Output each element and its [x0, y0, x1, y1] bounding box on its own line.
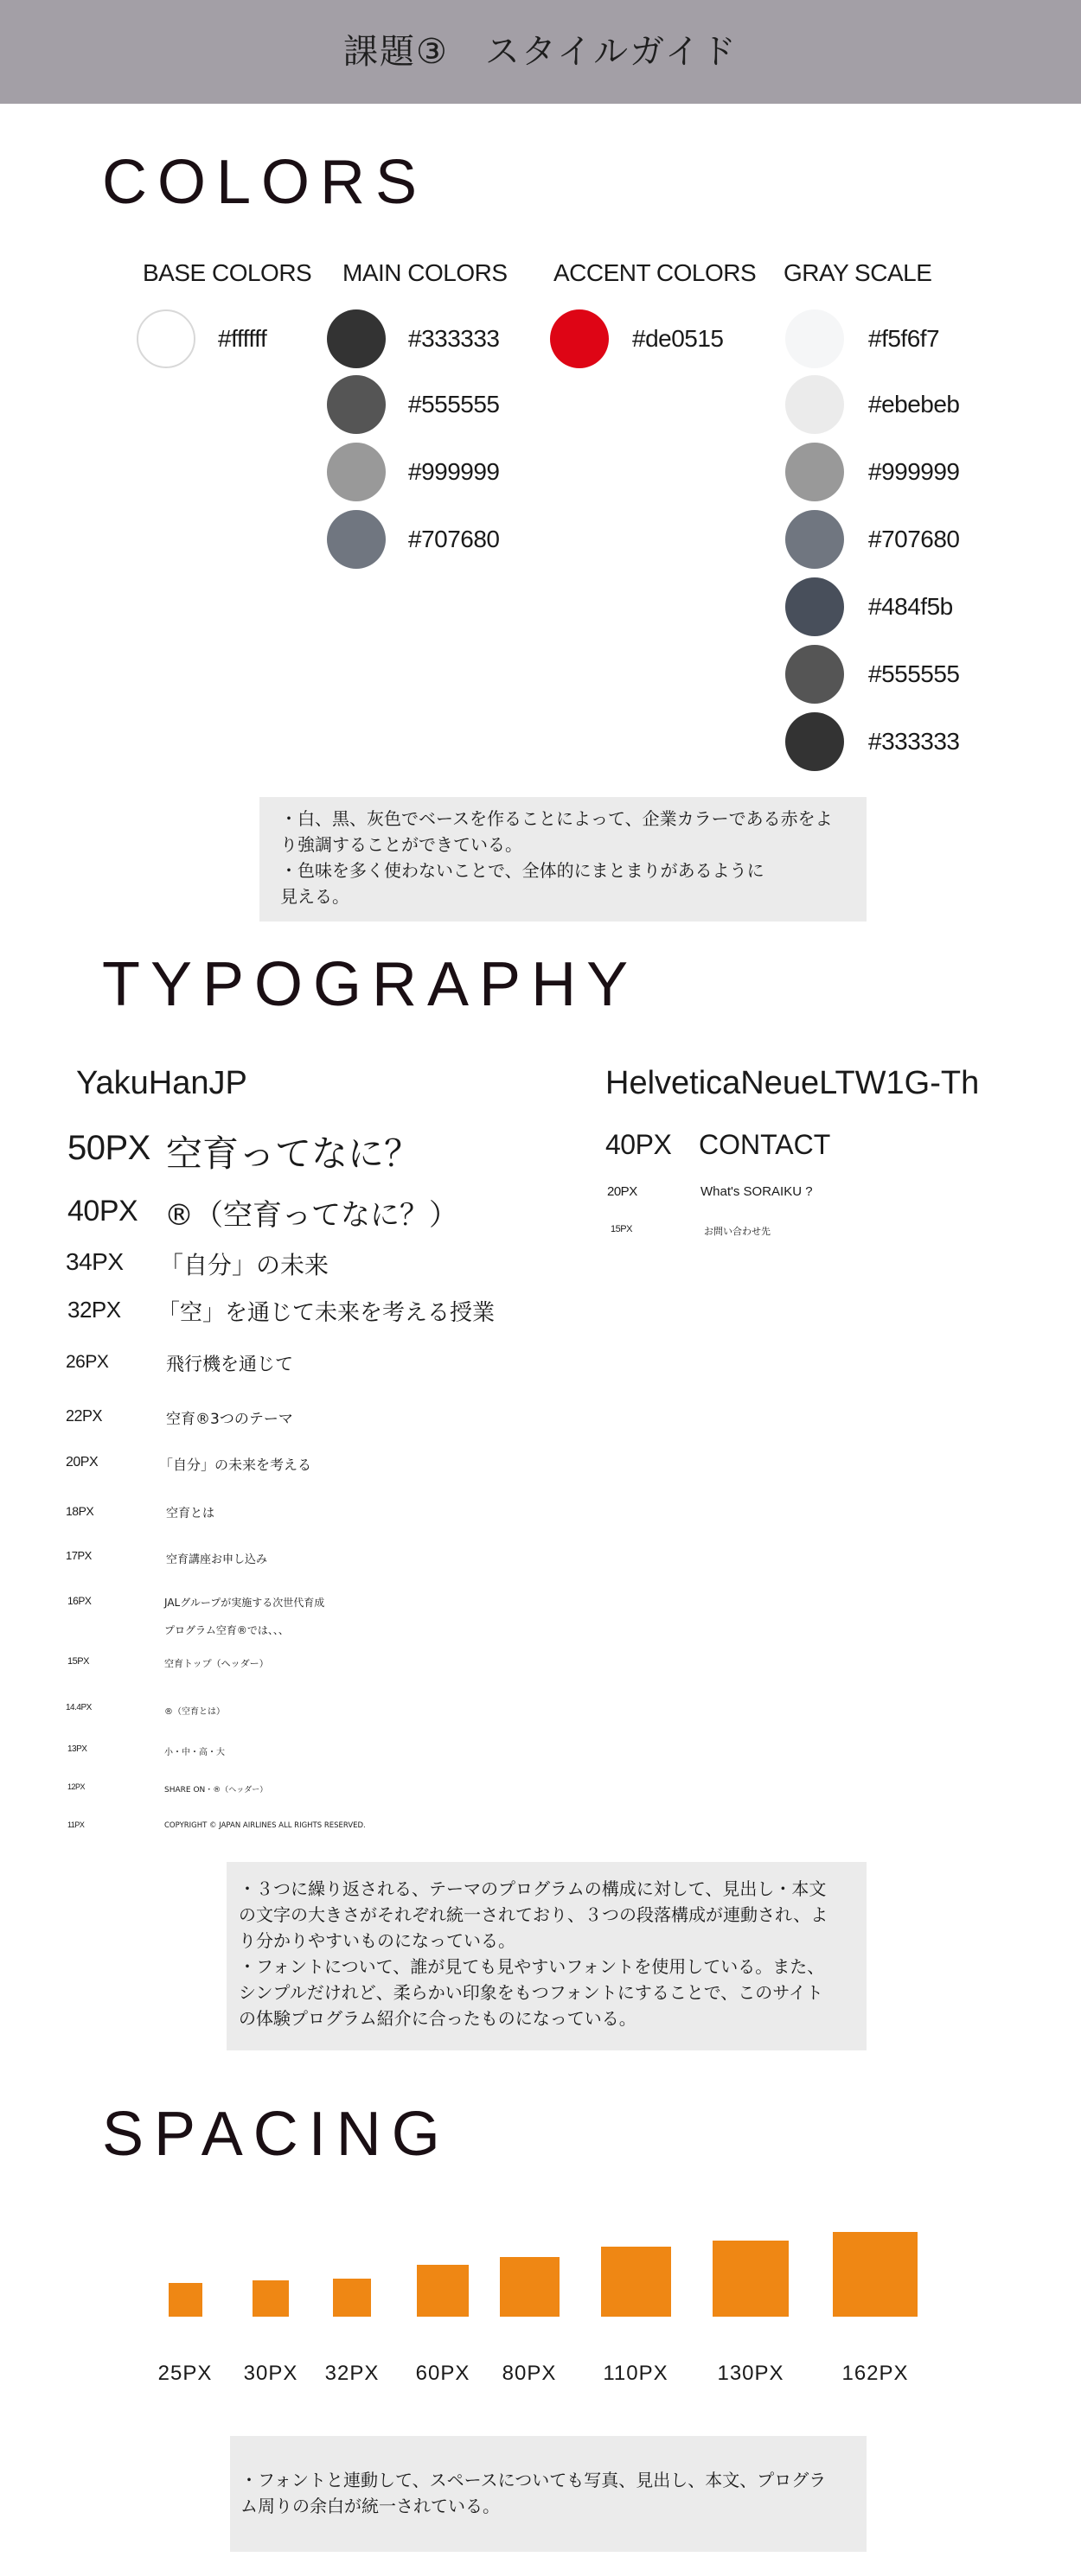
page-header	[0, 0, 1081, 104]
spacing-label: 30PX	[243, 2362, 298, 2385]
font-sample: 小・中・高・大	[164, 1748, 225, 1757]
font-sample: 空育講座お申し込み	[166, 1553, 268, 1566]
spacing-label: 25PX	[157, 2362, 213, 2385]
color-swatch	[785, 510, 844, 569]
font-sample-line2: プログラム空育®では、、、	[164, 1624, 289, 1636]
font-sample: 空育トップ（ヘッダー）	[164, 1658, 269, 1669]
font-sample: What's SORAIKU ?	[700, 1184, 813, 1199]
color-swatch	[785, 712, 844, 771]
typography-note	[227, 1862, 867, 2050]
base-colors-title: BASE COLORS	[143, 259, 312, 286]
accent-colors-title: ACCENT COLORS	[553, 259, 757, 286]
font-size-label: 12PX	[67, 1782, 86, 1791]
colors-note-text: ・白、黒、灰色でベースを作ることによって、企業カラーである赤をよ り強調することができている。 ・色味を多く使わないことで、全体的にまとまりがあるように 見える。	[280, 808, 833, 907]
font-sample: 空育とは	[166, 1507, 214, 1521]
color-hex-label: #333333	[408, 325, 500, 352]
typography-heading: TYPOGRAPHY	[102, 950, 639, 1019]
font-size-label: 16PX	[67, 1595, 92, 1607]
spacing-label: 60PX	[415, 2362, 470, 2385]
spacing-heading: SPACING	[102, 2100, 451, 2169]
font-size-label: 15PX	[611, 1224, 632, 1234]
color-swatch	[785, 645, 844, 704]
font-size-label: 11PX	[67, 1820, 85, 1829]
color-swatch	[785, 375, 844, 434]
font-size-label: 22PX	[66, 1407, 103, 1425]
spacing-note	[230, 2436, 867, 2552]
font-size-label: 17PX	[66, 1549, 92, 1562]
font-sample: ®（空育とは）	[164, 1707, 225, 1717]
font-size-label: 40PX	[67, 1195, 138, 1227]
page-title: 課題③ スタイルガイド	[343, 32, 738, 72]
color-swatch	[327, 510, 386, 569]
color-swatch	[785, 577, 844, 636]
font-size-label: 20PX	[607, 1184, 637, 1199]
color-hex-label: #555555	[868, 660, 960, 687]
color-hex-label: #ffffff	[218, 325, 267, 352]
font-size-label: 18PX	[66, 1504, 94, 1518]
font-sample: 空育ってなに？	[166, 1132, 421, 1175]
color-hex-label: #999999	[408, 458, 500, 485]
spacing-label: 110PX	[603, 2362, 668, 2385]
color-swatch	[785, 443, 844, 501]
color-swatch	[327, 375, 386, 434]
gray-scale-title: GRAY SCALE	[784, 259, 932, 286]
font-sample: 飛行機を通じて	[166, 1354, 293, 1374]
spacing-square	[500, 2257, 560, 2317]
colors-heading: COLORS	[102, 148, 428, 217]
spacing-square	[169, 2283, 202, 2317]
spacing-label: 130PX	[717, 2362, 784, 2385]
font-sample: お問い合わせ先	[704, 1226, 771, 1237]
font-sample: COPYRIGHT © JAPAN AIRLINES ALL RIGHTS RESERVED.	[164, 1821, 366, 1830]
font-size-label: 14.4PX	[66, 1703, 92, 1712]
spacing-square	[417, 2265, 469, 2317]
color-hex-label: #999999	[868, 458, 960, 485]
font-sample: SHARE ON・®（ヘッダー）	[164, 1786, 268, 1795]
font-sample: 空育®3つのテーマ	[166, 1411, 293, 1428]
font-size-label: 20PX	[66, 1455, 99, 1470]
color-swatch	[137, 309, 195, 368]
font-sample: 「自分」の未来を考える	[159, 1457, 312, 1473]
color-hex-label: #ebebeb	[868, 391, 960, 418]
color-swatch	[327, 309, 386, 368]
font-sample: ®（空育ってなに？）	[164, 1198, 458, 1233]
spacing-square	[601, 2247, 671, 2317]
colors-note	[259, 797, 867, 921]
spacing-square	[333, 2279, 371, 2317]
spacing-label: 162PX	[841, 2362, 909, 2385]
color-hex-label: #333333	[868, 728, 960, 755]
spacing-square	[253, 2280, 289, 2317]
main-colors-title: MAIN COLORS	[342, 259, 508, 286]
color-hex-label: #f5f6f7	[868, 325, 940, 352]
font-size-label: 13PX	[67, 1744, 87, 1754]
font-size-label: 26PX	[66, 1352, 109, 1372]
font-sample: 「自分」の未来	[159, 1251, 329, 1279]
spacing-label: 80PX	[502, 2362, 557, 2385]
spacing-note-text: ・フォントと連動して、スペースについても写真、見出し、本文、プログラ ム周りの余白が統一されている。	[240, 2470, 827, 2516]
spacing-square	[713, 2241, 789, 2317]
font-size-label: 32PX	[67, 1297, 121, 1323]
color-swatch	[327, 443, 386, 501]
color-swatch	[785, 309, 844, 368]
spacing-label: 32PX	[324, 2362, 380, 2385]
color-hex-label: #707680	[868, 526, 960, 552]
color-hex-label: #707680	[408, 526, 500, 552]
font-size-label: 40PX	[605, 1129, 672, 1160]
spacing-square	[833, 2232, 918, 2317]
font-size-label: 50PX	[67, 1129, 150, 1167]
font-name-helvetica: HelveticaNeueLTW1G-Th	[605, 1065, 980, 1101]
font-size-label: 34PX	[66, 1248, 124, 1275]
typography-note-text: ・３つに繰り返される、テーマのプログラムの構成に対して、見出し・本文 の文字の大きさがそれぞれ統一されており、３つの段落構成が連動され、よ り分かりやすいものになっている。 ・フォントについて、誰が見ても見やすいフォントを使用している。また、 シンプルだけれど、柔らかい印象をもつフォントにすることで、このサイト の体験プログラム紹介に合ったものになっている。	[239, 1878, 828, 2029]
font-sample: 「空」を通じて未来を考える授業	[157, 1300, 496, 1326]
color-hex-label: #484f5b	[868, 593, 953, 620]
color-swatch	[550, 309, 609, 368]
font-sample: CONTACT	[699, 1129, 831, 1160]
font-size-label: 15PX	[67, 1656, 89, 1667]
font-sample: JALグループが実施する次世代育成	[164, 1597, 325, 1609]
color-hex-label: #de0515	[632, 325, 724, 352]
font-name-yakuhanjp: YakuHanJP	[76, 1065, 247, 1101]
color-hex-label: #555555	[408, 391, 500, 418]
